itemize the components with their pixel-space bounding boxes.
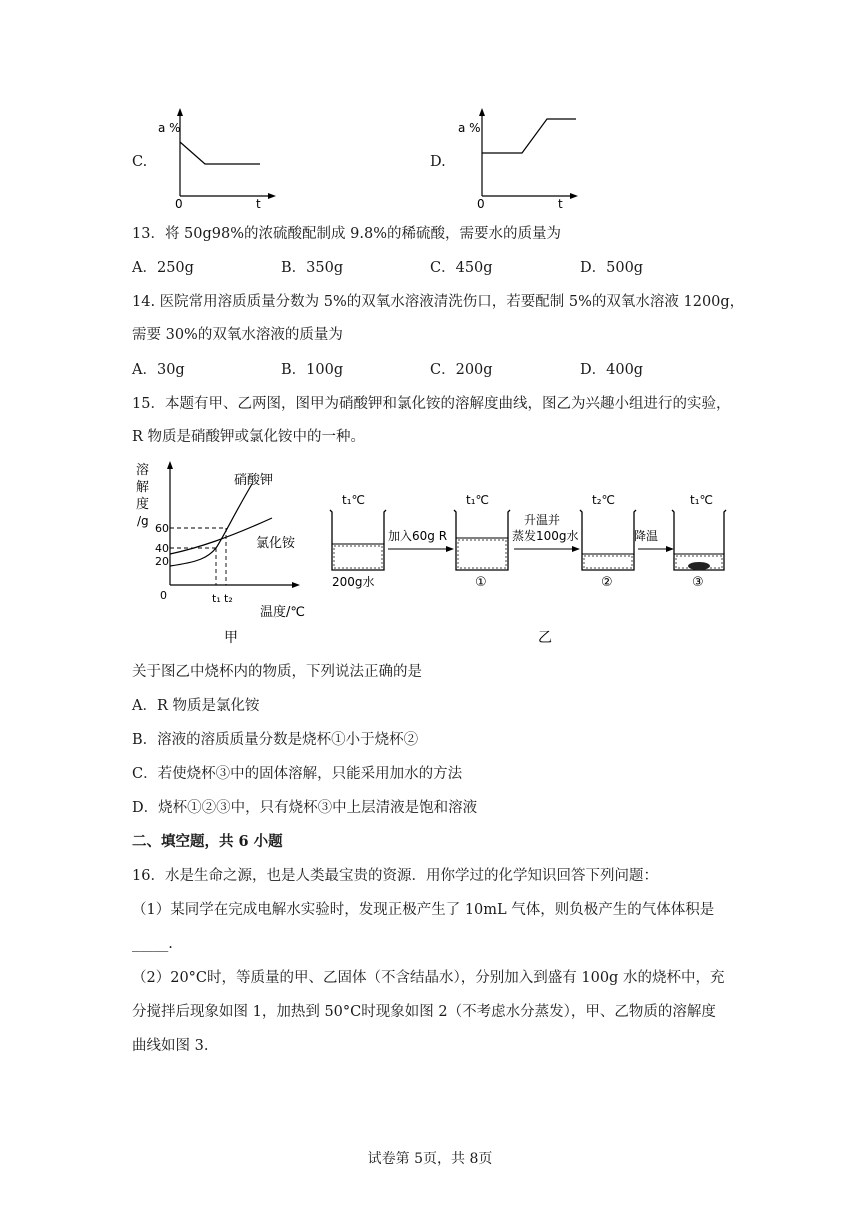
graph-d-curve	[482, 119, 576, 153]
q14-stem-line2: 需要 30%的双氧水溶液的质量为	[132, 327, 343, 343]
yi-arrow2-label-2: 蒸发100g水	[512, 529, 579, 543]
jia-ylabel-3: 度	[136, 497, 150, 512]
q15-stem-line2: R 物质是硝酸钾或氯化铵中的一种。	[132, 429, 366, 445]
jia-tick-t1: t₁	[212, 592, 221, 605]
yi-temp-1: t₁℃	[466, 493, 489, 507]
q16-part2-line2: 分搅拌后现象如图 1，加热到 50°C时现象如图 2（不考虑水分蒸发），甲、乙物质的溶解度	[132, 1004, 716, 1020]
q15-option-d: D．烧杯①②③中，只有烧杯③中上层清液是饱和溶液	[132, 800, 478, 816]
yi-arrow3-head	[666, 546, 674, 552]
yi-temp-0: t₁℃	[342, 493, 365, 507]
yi-temp-3: t₁℃	[690, 493, 713, 507]
yi-beaker-2	[580, 510, 636, 570]
q13-stem: 13．将 50g98%的浓硫酸配制成 9.8%的稀硫酸，需要水的质量为	[132, 226, 561, 242]
option-d-letter: D.	[430, 154, 446, 170]
q15-stem-line1: 15．本题有甲、乙两图，图甲为硝酸钾和氯化铵的溶解度曲线，图乙为兴趣小组进行的实验，	[132, 396, 731, 412]
q14-option-b: B．100g	[281, 362, 344, 378]
yi-beaker-0-liquid	[334, 546, 382, 568]
graph-d-x-arrow	[570, 193, 578, 199]
jia-ylabel-1: 溶	[136, 463, 150, 478]
yi-beaker-3	[672, 510, 726, 570]
graph-c-ylabel: a %	[158, 121, 181, 135]
yi-water-label: 200g水	[332, 575, 375, 589]
figure-jia-solubility-curve	[128, 458, 318, 652]
q14-stem-line1: 14. 医院常用溶质质量分数为 5%的双氧水溶液清洗伤口，若要配制 5%的双氧水溶液 1200g，	[132, 294, 745, 310]
graph-c	[150, 108, 280, 210]
yi-arrow2-label-1: 升温并	[524, 513, 561, 527]
q15-option-b: B．溶液的溶质质量分数是烧杯①小于烧杯②	[132, 732, 419, 748]
yi-caption: 乙	[538, 630, 552, 646]
jia-x-arrow	[292, 582, 300, 588]
graph-d-ylabel: a %	[458, 121, 481, 135]
yi-beaker-1-num: ①	[475, 575, 487, 590]
q15-question: 关于图乙中烧杯内的物质，下列说法正确的是	[132, 664, 422, 680]
q13-option-c: C．450g	[430, 260, 493, 276]
jia-xlabel: 温度/℃	[260, 605, 305, 620]
q14-option-d: D．400g	[580, 362, 644, 378]
q16-part2-line1: （2）20°C时，等质量的甲、乙固体（不含结晶水），分别加入到盛有 100g 水的烧杯中，充	[132, 970, 725, 986]
graph-d-origin: 0	[477, 197, 485, 210]
page-footer: 试卷第 5页，共 8页	[367, 1151, 493, 1167]
jia-ylabel-4: /g	[137, 514, 149, 528]
yi-arrow1-label: 加入60g R	[388, 529, 448, 543]
q16-part1-line1: （1）某同学在完成电解水实验时，发现正极产生了 10mL 气体，则负极产生的气体体积是	[132, 902, 715, 918]
q15-option-a: A．R 物质是氯化铵	[132, 698, 260, 714]
q13-option-d: D．500g	[580, 260, 644, 276]
graph-c-curve	[180, 142, 260, 164]
section-heading: 二、填空题，共 6 小题	[132, 833, 283, 850]
graph-c-xlabel: t	[256, 197, 261, 210]
q16-stem: 16．水是生命之源，也是人类最宝贵的资源．用你学过的化学知识回答下列问题：	[132, 868, 658, 884]
q15-option-c: C．若使烧杯③中的固体溶解，只能采用加水的方法	[132, 766, 463, 782]
jia-origin: 0	[160, 589, 167, 602]
option-c-letter: C.	[132, 154, 148, 170]
q14-option-a: A．30g	[132, 362, 185, 378]
yi-beaker-3-crystals	[688, 562, 710, 570]
jia-y-arrow	[167, 461, 173, 469]
jia-label-kno3: 硝酸钾	[234, 473, 274, 488]
yi-beaker-2-num: ②	[601, 575, 613, 590]
yi-temp-2: t₂℃	[592, 493, 615, 507]
graph-d-y-arrow	[479, 108, 485, 116]
q16-part1-line2: _____.	[132, 936, 173, 952]
q13-option-b: B．350g	[281, 260, 344, 276]
graph-c-y-arrow	[177, 108, 183, 116]
yi-beaker-1-liquid	[458, 540, 506, 568]
jia-label-nh4cl: 氯化铵	[256, 536, 296, 551]
graph-c-x-arrow	[268, 193, 276, 199]
q14-option-c: C．200g	[430, 362, 493, 378]
yi-beaker-3-num: ③	[692, 575, 704, 590]
q13-option-a: A．250g	[132, 260, 194, 276]
graph-c-origin: 0	[175, 197, 183, 210]
jia-tick-60: 60	[155, 522, 169, 535]
jia-tick-20: 20	[155, 555, 169, 568]
jia-caption: 甲	[224, 630, 238, 646]
yi-arrow3-label: 降温	[634, 529, 659, 543]
jia-tick-t2: t₂	[224, 592, 233, 605]
yi-beaker-0	[330, 510, 386, 570]
jia-ylabel-2: 解	[136, 480, 150, 495]
yi-arrow2-head	[572, 546, 580, 552]
jia-curve-kno3	[170, 484, 252, 566]
figure-yi-experiment	[318, 486, 728, 652]
q16-part2-line3: 曲线如图 3.	[132, 1038, 209, 1054]
graph-d-xlabel: t	[558, 197, 563, 210]
yi-beaker-2-liquid	[584, 556, 632, 568]
yi-arrow1-head	[446, 546, 454, 552]
jia-tick-40: 40	[155, 542, 169, 555]
graph-d	[452, 108, 582, 210]
